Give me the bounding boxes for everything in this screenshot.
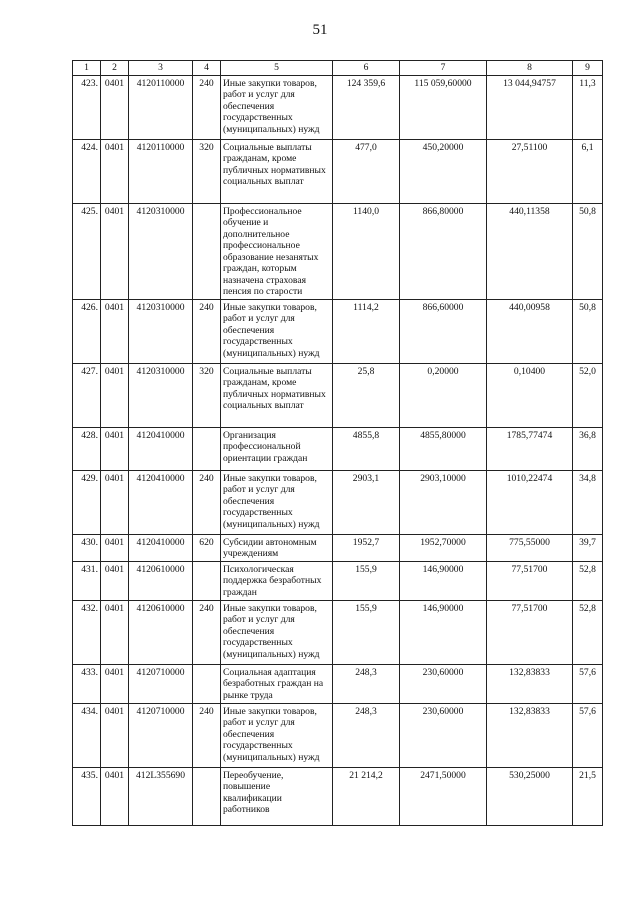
item-name-cell: Иные закупки товаров, работ и услуг для обеспечения государственных (муниципальных) нужд	[221, 600, 333, 664]
execution-percent-cell: 57,6	[573, 703, 603, 767]
row-number-cell: 425.	[73, 203, 101, 299]
execution-percent-cell: 52,8	[573, 561, 603, 600]
row-number-cell: 431.	[73, 561, 101, 600]
table-body	[73, 75, 603, 825]
table-row	[73, 363, 603, 427]
plan-amount-cell: 477,0	[333, 139, 400, 203]
row-number-cell: 434.	[73, 703, 101, 767]
header-cell: 9	[573, 61, 603, 76]
table-row	[73, 75, 603, 139]
section-code-cell: 0401	[101, 600, 129, 664]
item-name-cell: Иные закупки товаров, работ и услуг для обеспечения государственных (муниципальных) нужд	[221, 703, 333, 767]
expense-type-cell: 240	[193, 470, 221, 534]
section-code-cell: 0401	[101, 203, 129, 299]
row-number-cell: 432.	[73, 600, 101, 664]
target-article-cell: 4120110000	[129, 139, 193, 203]
limit-amount-cell: 230,60000	[400, 664, 487, 703]
section-code-cell: 0401	[101, 363, 129, 427]
plan-amount-cell: 1952,7	[333, 534, 400, 561]
plan-amount-cell: 2903,1	[333, 470, 400, 534]
item-name-cell: Социальные выплаты гражданам, кроме публичных нормативных социальных выплат	[221, 363, 333, 427]
expense-type-cell	[193, 427, 221, 470]
executed-amount-cell: 530,25000	[487, 767, 573, 825]
expense-type-cell: 320	[193, 139, 221, 203]
target-article-cell: 4120410000	[129, 534, 193, 561]
plan-amount-cell: 124 359,6	[333, 75, 400, 139]
target-article-cell: 4120310000	[129, 299, 193, 363]
item-name-cell: Социальные выплаты гражданам, кроме публичных нормативных социальных выплат	[221, 139, 333, 203]
expense-type-cell: 240	[193, 75, 221, 139]
limit-amount-cell: 866,80000	[400, 203, 487, 299]
table-row	[73, 139, 603, 203]
expense-type-cell: 620	[193, 534, 221, 561]
item-name-cell: Социальная адаптация безработных граждан на рынке труда	[221, 664, 333, 703]
expense-type-cell	[193, 664, 221, 703]
item-name-cell: Психологическая поддержка безработных граждан	[221, 561, 333, 600]
header-cell: 5	[221, 61, 333, 76]
section-code-cell: 0401	[101, 75, 129, 139]
execution-percent-cell: 50,8	[573, 203, 603, 299]
table-row	[73, 664, 603, 703]
expense-type-cell: 240	[193, 703, 221, 767]
execution-percent-cell: 36,8	[573, 427, 603, 470]
execution-percent-cell: 52,8	[573, 600, 603, 664]
execution-percent-cell: 50,8	[573, 299, 603, 363]
plan-amount-cell: 21 214,2	[333, 767, 400, 825]
target-article-cell: 4120610000	[129, 600, 193, 664]
execution-percent-cell: 39,7	[573, 534, 603, 561]
execution-percent-cell: 6,1	[573, 139, 603, 203]
table-row	[73, 600, 603, 664]
item-name-cell: Профессиональное обучение и дополнительное профессиональное образование незанятых граждан, которым назначена страховая пенсия по старости	[221, 203, 333, 299]
row-number-cell: 435.	[73, 767, 101, 825]
plan-amount-cell: 155,9	[333, 600, 400, 664]
header-cell: 7	[400, 61, 487, 76]
executed-amount-cell: 440,00958	[487, 299, 573, 363]
table-row	[73, 299, 603, 363]
executed-amount-cell: 440,11358	[487, 203, 573, 299]
section-code-cell: 0401	[101, 664, 129, 703]
limit-amount-cell: 2471,50000	[400, 767, 487, 825]
executed-amount-cell: 132,83833	[487, 664, 573, 703]
table-row	[73, 561, 603, 600]
target-article-cell: 4120710000	[129, 664, 193, 703]
table-row	[73, 427, 603, 470]
row-number-cell: 428.	[73, 427, 101, 470]
target-article-cell: 412L355690	[129, 767, 193, 825]
executed-amount-cell: 13 044,94757	[487, 75, 573, 139]
section-code-cell: 0401	[101, 470, 129, 534]
table-row	[73, 703, 603, 767]
table-header-row	[73, 61, 603, 76]
table-row	[73, 203, 603, 299]
plan-amount-cell: 4855,8	[333, 427, 400, 470]
row-number-cell: 429.	[73, 470, 101, 534]
executed-amount-cell: 0,10400	[487, 363, 573, 427]
plan-amount-cell: 25,8	[333, 363, 400, 427]
row-number-cell: 423.	[73, 75, 101, 139]
expense-type-cell	[193, 203, 221, 299]
section-code-cell: 0401	[101, 534, 129, 561]
limit-amount-cell: 450,20000	[400, 139, 487, 203]
limit-amount-cell: 2903,10000	[400, 470, 487, 534]
target-article-cell: 4120310000	[129, 203, 193, 299]
item-name-cell: Переобучение, повышение квалификации работников	[221, 767, 333, 825]
target-article-cell: 4120410000	[129, 470, 193, 534]
row-number-cell: 426.	[73, 299, 101, 363]
plan-amount-cell: 248,3	[333, 703, 400, 767]
section-code-cell: 0401	[101, 767, 129, 825]
page-number: 51	[312, 22, 328, 38]
target-article-cell: 4120410000	[129, 427, 193, 470]
header-cell: 2	[101, 61, 129, 76]
executed-amount-cell: 1010,22474	[487, 470, 573, 534]
plan-amount-cell: 1114,2	[333, 299, 400, 363]
limit-amount-cell: 1952,70000	[400, 534, 487, 561]
executed-amount-cell: 77,51700	[487, 561, 573, 600]
section-code-cell: 0401	[101, 427, 129, 470]
item-name-cell: Иные закупки товаров, работ и услуг для обеспечения государственных (муниципальных) нужд	[221, 470, 333, 534]
section-code-cell: 0401	[101, 139, 129, 203]
target-article-cell: 4120310000	[129, 363, 193, 427]
row-number-cell: 427.	[73, 363, 101, 427]
table-row	[73, 470, 603, 534]
item-name-cell: Иные закупки товаров, работ и услуг для обеспечения государственных (муниципальных) нужд	[221, 75, 333, 139]
expense-type-cell: 320	[193, 363, 221, 427]
execution-percent-cell: 34,8	[573, 470, 603, 534]
limit-amount-cell: 146,90000	[400, 561, 487, 600]
execution-percent-cell: 21,5	[573, 767, 603, 825]
plan-amount-cell: 248,3	[333, 664, 400, 703]
executed-amount-cell: 775,55000	[487, 534, 573, 561]
target-article-cell: 4120710000	[129, 703, 193, 767]
expense-type-cell: 240	[193, 299, 221, 363]
header-cell: 3	[129, 61, 193, 76]
header-cell: 8	[487, 61, 573, 76]
budget-table	[72, 60, 603, 826]
item-name-cell: Субсидии автономным учреждениям	[221, 534, 333, 561]
section-code-cell: 0401	[101, 561, 129, 600]
executed-amount-cell: 132,83833	[487, 703, 573, 767]
table-row	[73, 534, 603, 561]
section-code-cell: 0401	[101, 703, 129, 767]
execution-percent-cell: 57,6	[573, 664, 603, 703]
plan-amount-cell: 155,9	[333, 561, 400, 600]
section-code-cell: 0401	[101, 299, 129, 363]
item-name-cell: Организация профессиональной ориентации граждан	[221, 427, 333, 470]
plan-amount-cell: 1140,0	[333, 203, 400, 299]
executed-amount-cell: 27,51100	[487, 139, 573, 203]
target-article-cell: 4120610000	[129, 561, 193, 600]
executed-amount-cell: 77,51700	[487, 600, 573, 664]
row-number-cell: 430.	[73, 534, 101, 561]
header-cell: 4	[193, 61, 221, 76]
execution-percent-cell: 52,0	[573, 363, 603, 427]
expense-type-cell	[193, 561, 221, 600]
execution-percent-cell: 11,3	[573, 75, 603, 139]
header-cell: 1	[73, 61, 101, 76]
limit-amount-cell: 4855,80000	[400, 427, 487, 470]
row-number-cell: 424.	[73, 139, 101, 203]
limit-amount-cell: 146,90000	[400, 600, 487, 664]
expense-type-cell	[193, 767, 221, 825]
row-number-cell: 433.	[73, 664, 101, 703]
limit-amount-cell: 0,20000	[400, 363, 487, 427]
item-name-cell: Иные закупки товаров, работ и услуг для обеспечения государственных (муниципальных) нужд	[221, 299, 333, 363]
table-row	[73, 767, 603, 825]
target-article-cell: 4120110000	[129, 75, 193, 139]
limit-amount-cell: 230,60000	[400, 703, 487, 767]
expense-type-cell: 240	[193, 600, 221, 664]
executed-amount-cell: 1785,77474	[487, 427, 573, 470]
header-cell: 6	[333, 61, 400, 76]
limit-amount-cell: 866,60000	[400, 299, 487, 363]
limit-amount-cell: 115 059,60000	[400, 75, 487, 139]
